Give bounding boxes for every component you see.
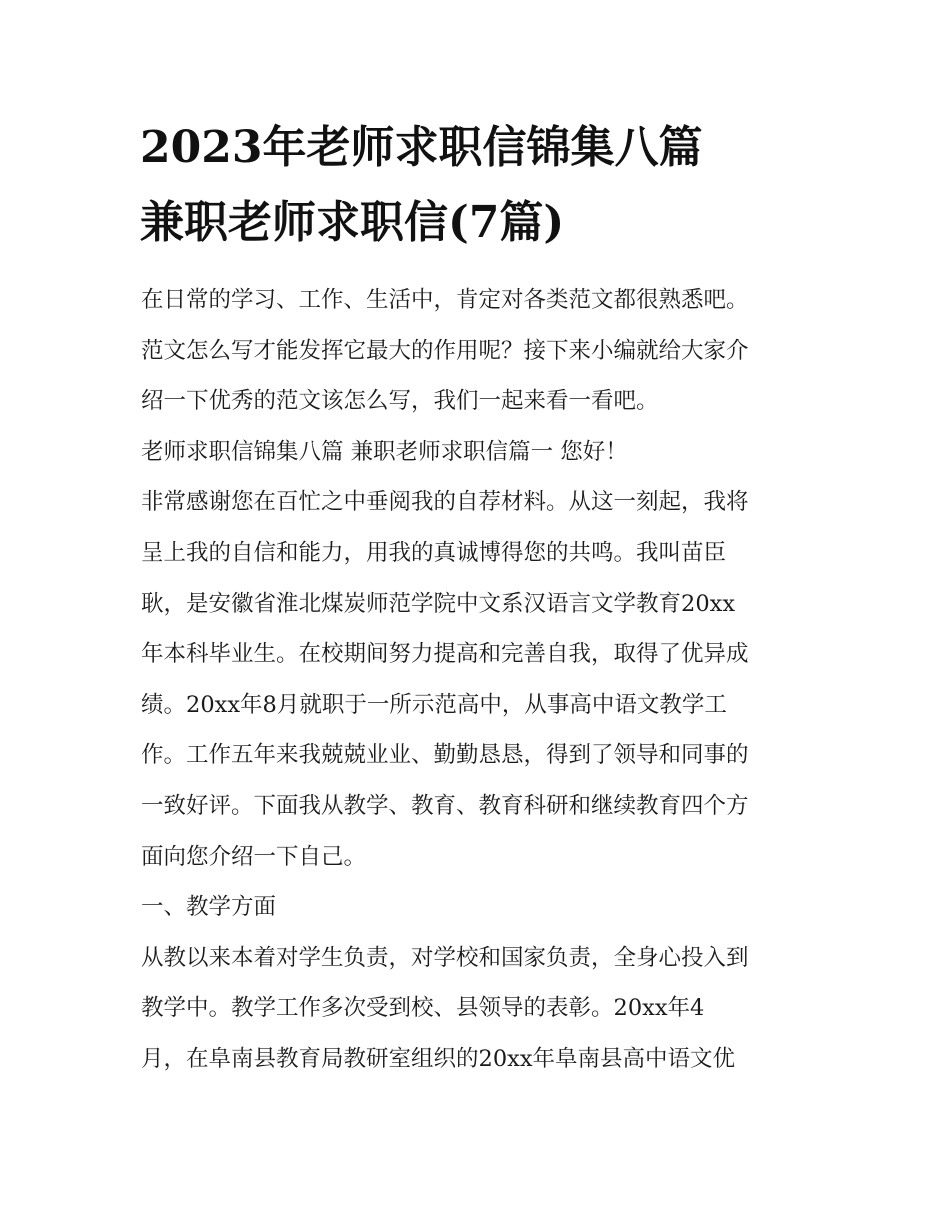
body-line: 面向您介绍一下自己。 — [141, 843, 367, 870]
document-title-line-2 — [140, 195, 564, 251]
document-title-text-1: 2023年老师求职信锦集八篇 — [140, 122, 703, 173]
body-line: 月，在阜南县教育局教研室组织的20xx年阜南县高中语文优 — [141, 1045, 736, 1072]
body-line: 年本科毕业生。在校期间努力提高和完善自我，取得了优异成 — [141, 641, 749, 668]
body-line: 范文怎么写才能发挥它最大的作用呢？接下来小编就给大家介 — [141, 337, 749, 364]
body-line: 在日常的学习、工作、生活中，肯定对各类范文都很熟悉吧。 — [141, 287, 749, 313]
body-line: 绍一下优秀的范文该怎么写，我们一起来看一看吧。 — [141, 388, 659, 415]
document-title-line-1 — [140, 120, 702, 176]
body-line: 耿，是安徽省淮北煤炭师范学院中文系汉语言文学教育20xx — [141, 590, 736, 617]
body-line: 一致好评。下面我从教学、教育、教育科研和继续教育四个方 — [141, 792, 749, 819]
body-line: 从教以来本着对学生负责，对学校和国家负责，全身心投入到 — [141, 944, 749, 971]
body-line: 老师求职信锦集八篇 兼职老师求职信篇一 您好！ — [141, 438, 628, 465]
body-line: 呈上我的自信和能力，用我的真诚博得您的共鸣。我叫苗臣 — [141, 539, 727, 566]
body-line: 作。工作五年来我兢兢业业、勤勤恳恳，得到了领导和同事的 — [141, 742, 749, 769]
body-line: 非常感谢您在百忙之中垂阅我的自荐材料。从这一刻起，我将 — [141, 489, 749, 516]
body-line: 绩。20xx年8月就职于一所示范高中，从事高中语文教学工 — [141, 691, 727, 718]
document-title-text-2: 兼职老师求职信(7篇) — [140, 197, 565, 248]
document-body — [141, 282, 813, 1092]
body-line: 教学中。教学工作多次受到校、县领导的表彰。20xx年4 — [141, 995, 705, 1022]
section-heading-teaching: 一、教学方面 — [141, 894, 277, 921]
